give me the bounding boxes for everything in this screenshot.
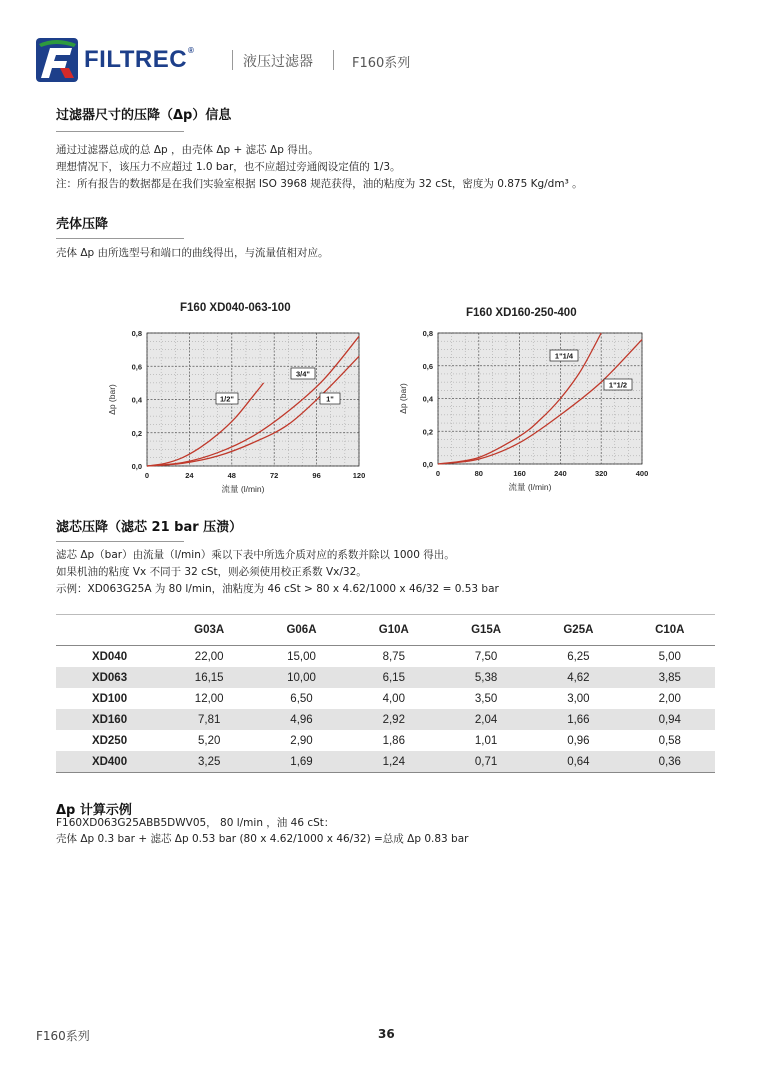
table-cell: XD100 bbox=[91, 692, 128, 705]
table-cell: 5,00 bbox=[658, 650, 681, 663]
table-header-cell bbox=[56, 615, 163, 646]
y-tick-label: 0,2 bbox=[422, 427, 433, 437]
table-cell: 2,92 bbox=[348, 709, 440, 730]
x-tick-label: 48 bbox=[227, 471, 236, 480]
x-tick-label: 160 bbox=[513, 469, 526, 478]
table-cell: 12,00 bbox=[194, 692, 224, 705]
section-heading-example: Δp 计算示例 bbox=[56, 803, 132, 818]
table-cell: 0,36 bbox=[625, 751, 715, 773]
chart-2-title: F160 XD160-250-400 bbox=[466, 307, 577, 319]
paragraph-line: 注：所有报告的数据都是在我们实验室根据 ISO 3968 规范获得，油的粘度为 32 cSt，密度为 0.875 Kg/dm³ 。 bbox=[56, 178, 583, 190]
x-tick-label: 80 bbox=[474, 469, 483, 478]
section-heading-element: 滤芯压降（滤芯 21 bar 压溃） bbox=[56, 520, 243, 535]
table-cell: 7,81 bbox=[163, 709, 255, 730]
paragraph-line: 壳体 Δp 由所选型号和端口的曲线得出，与流量值相对应。 bbox=[56, 247, 329, 259]
table-cell: 10,00 bbox=[255, 667, 347, 688]
table-cell: 1,86 bbox=[382, 734, 405, 747]
paragraph-line: 壳体 Δp 0.3 bar + 滤芯 Δp 0.53 bar (80 x 4.62/1000 x 46/32) =总成 Δp 0.83 bar bbox=[56, 833, 469, 845]
table-cell: 16,15 bbox=[163, 667, 255, 688]
table-header-cell: G15A bbox=[440, 615, 532, 646]
x-tick-label: 24 bbox=[185, 471, 194, 480]
table-cell: 22,00 bbox=[194, 650, 224, 663]
x-tick-label: 240 bbox=[554, 469, 567, 478]
table-cell: XD040 bbox=[91, 650, 128, 663]
x-tick-label: 96 bbox=[312, 471, 321, 480]
x-tick-label: 0 bbox=[144, 471, 150, 480]
table-cell: 5,38 bbox=[440, 667, 532, 688]
table-cell: 15,00 bbox=[287, 650, 316, 663]
table-cell: XD400 bbox=[56, 751, 163, 773]
table-cell: 1,66 bbox=[532, 709, 624, 730]
table-header-cell: C10A bbox=[625, 615, 715, 646]
header-divider bbox=[333, 50, 334, 70]
x-axis-label: 流量 (l/min) bbox=[221, 484, 265, 494]
table-header-cell: G25A bbox=[532, 615, 624, 646]
y-axis-label: Δp (bar) bbox=[398, 383, 408, 414]
table-header-cell: G06A bbox=[255, 615, 347, 646]
table-cell: 0,64 bbox=[532, 751, 624, 773]
section-heading-pressure-drop: 过滤器尺寸的压降（Δp）信息 bbox=[56, 108, 232, 123]
paragraph-line: 滤芯 Δp（bar）由流量（l/min）乘以下表中所选介质对应的系数并除以 1000 得出。 bbox=[56, 549, 455, 561]
table-cell: XD063 bbox=[56, 667, 163, 688]
header-title: 液压过滤器 bbox=[243, 54, 313, 70]
table-cell: 5,20 bbox=[198, 734, 221, 747]
y-tick-label: 0,0 bbox=[131, 462, 142, 471]
table-cell: 0,58 bbox=[658, 734, 681, 747]
table-row bbox=[56, 751, 715, 773]
x-axis-label: 流量 (l/min) bbox=[508, 482, 552, 492]
series-label: 3/4" bbox=[296, 369, 310, 379]
table-cell: 3,25 bbox=[163, 751, 255, 773]
table-cell: 3,00 bbox=[567, 692, 590, 705]
table-cell: XD160 bbox=[56, 709, 163, 730]
header-series: F160系列 bbox=[352, 56, 411, 71]
y-tick-label: 0,4 bbox=[422, 394, 433, 404]
x-tick-label: 72 bbox=[270, 471, 279, 480]
table-header-cell: G03A bbox=[163, 615, 255, 646]
x-tick-label: 320 bbox=[594, 469, 608, 478]
table-row bbox=[56, 730, 715, 751]
table-cell: 2,04 bbox=[440, 709, 532, 730]
table-cell: 4,62 bbox=[532, 667, 624, 688]
y-axis-label: Δp (bar) bbox=[107, 384, 117, 415]
table-cell: 0,94 bbox=[625, 709, 715, 730]
table-cell: 6,25 bbox=[567, 650, 590, 663]
section-heading-housing: 壳体压降 bbox=[56, 217, 109, 232]
table-cell: 8,75 bbox=[382, 650, 405, 663]
chart-1-title: F160 XD040-063-100 bbox=[180, 302, 291, 314]
table-cell: 4,00 bbox=[382, 692, 405, 705]
table-row bbox=[56, 646, 715, 668]
y-tick-label: 0,6 bbox=[131, 362, 142, 372]
table-cell: 2,00 bbox=[658, 692, 681, 705]
table-row bbox=[56, 688, 715, 709]
header-divider bbox=[232, 50, 233, 70]
x-tick-label: 400 bbox=[635, 469, 649, 478]
table-cell: 3,50 bbox=[474, 692, 498, 705]
paragraph-line: 示例：XD063G25A 为 80 l/min，油粘度为 46 cSt > 80 x 4.62/1000 x 46/32 = 0.53 bar bbox=[56, 583, 499, 595]
table-header-row bbox=[56, 615, 715, 646]
brand-name: FILTREC® bbox=[84, 46, 195, 73]
table-cell: 1,01 bbox=[474, 734, 498, 747]
table-row bbox=[56, 667, 715, 688]
paragraph-line: 如果机油的粘度 Vx 不同于 32 cSt，则必须使用校正系数 Vx/32。 bbox=[56, 566, 367, 578]
table-cell: 2,90 bbox=[290, 734, 313, 747]
x-tick-label: 0 bbox=[435, 469, 441, 478]
y-tick-label: 0,0 bbox=[422, 460, 433, 469]
footer-series: F160系列 bbox=[36, 1029, 90, 1043]
series-label: 1" bbox=[326, 394, 334, 404]
y-tick-label: 0,4 bbox=[131, 395, 142, 405]
table-cell: 4,96 bbox=[255, 709, 347, 730]
table-cell: 6,15 bbox=[348, 667, 440, 688]
heading-underline bbox=[56, 541, 184, 542]
y-tick-label: 0,6 bbox=[422, 361, 433, 371]
paragraph-line: 理想情况下，该压力不应超过 1.0 bar，也不应超过旁通阀设定值的 1/3。 bbox=[56, 161, 401, 173]
table-cell: 7,50 bbox=[474, 650, 498, 663]
table-cell: 0,71 bbox=[440, 751, 532, 773]
y-tick-label: 0,2 bbox=[131, 428, 142, 438]
table-cell: 1,24 bbox=[348, 751, 440, 773]
page-number: 36 bbox=[378, 1027, 395, 1041]
heading-underline bbox=[56, 131, 184, 132]
paragraph-line: 通过过滤器总成的总 Δp ，由壳体 Δp + 滤芯 Δp 得出。 bbox=[56, 144, 319, 156]
series-label: 1/2" bbox=[220, 394, 234, 404]
filtrec-logo-icon bbox=[36, 38, 78, 82]
chart-1 bbox=[100, 322, 390, 500]
heading-underline bbox=[56, 238, 184, 239]
table-cell: 0,96 bbox=[567, 734, 590, 747]
paragraph-line: F160XD063G25ABB5DWV05， 80 l/min ，油 46 cSt： bbox=[56, 817, 335, 829]
table-header-cell: G10A bbox=[348, 615, 440, 646]
series-label: 1"1/4 bbox=[554, 351, 574, 361]
element-factor-table bbox=[56, 614, 715, 773]
series-label: 1"1/2 bbox=[608, 380, 628, 390]
x-tick-label: 120 bbox=[352, 471, 366, 480]
y-tick-label: 0,8 bbox=[422, 329, 433, 338]
y-tick-label: 0,8 bbox=[131, 329, 142, 338]
chart-2 bbox=[392, 322, 662, 500]
table-cell: XD250 bbox=[91, 734, 128, 747]
table-cell: 1,69 bbox=[255, 751, 347, 773]
table-cell: 3,85 bbox=[625, 667, 715, 688]
table-row bbox=[56, 709, 715, 730]
table-cell: 6,50 bbox=[290, 692, 313, 705]
